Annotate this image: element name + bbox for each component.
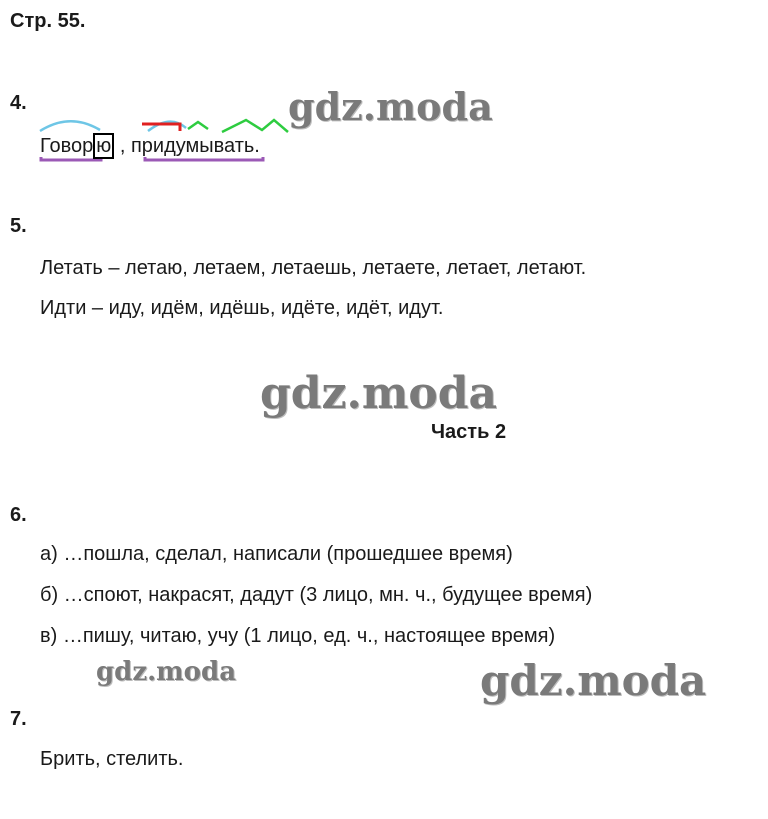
word2: придумывать. — [130, 135, 260, 157]
word1-ending: ю — [93, 133, 114, 159]
watermark-2: gdz.moda — [260, 368, 498, 419]
suffix-zigzag-icon-2 — [222, 120, 288, 132]
word1-stem: Говор — [40, 135, 94, 157]
task-7-number: 7. — [10, 708, 27, 730]
separator: , — [114, 135, 131, 157]
task-6-number: 6. — [10, 504, 27, 526]
task-7-answer: Брить, стелить. — [40, 748, 184, 770]
page-header: Стр. 55. — [10, 10, 86, 32]
task-5-number: 5. — [10, 215, 27, 237]
task-4-number: 4. — [10, 92, 27, 114]
task-6-line-a: а) …пошла, сделал, написали (прошедшее время) — [40, 543, 513, 565]
task-6-line-c: в) …пишу, читаю, учу (1 лицо, ед. ч., настоящее время) — [40, 625, 556, 647]
watermark-4: gdz.moda — [480, 656, 707, 705]
watermark: gdz.moda — [288, 84, 493, 129]
suffix-zigzag-icon — [188, 122, 208, 129]
task-5-line-1: Летать – летаю, летаем, летаешь, летаете, летает, летают. — [40, 257, 587, 279]
root-arc-icon — [40, 121, 100, 131]
task-4-answer — [40, 133, 260, 159]
morpheme-marks — [0, 0, 768, 200]
task-5-line-2: Идти – иду, идём, идёшь, идёте, идёт, идут. — [40, 297, 444, 319]
part-heading: Часть 2 — [431, 421, 507, 443]
task-6-line-b: б) …споют, накрасят, дадут (3 лицо, мн. ч., будущее время) — [40, 584, 593, 606]
watermark-3: gdz.moda — [96, 657, 237, 687]
